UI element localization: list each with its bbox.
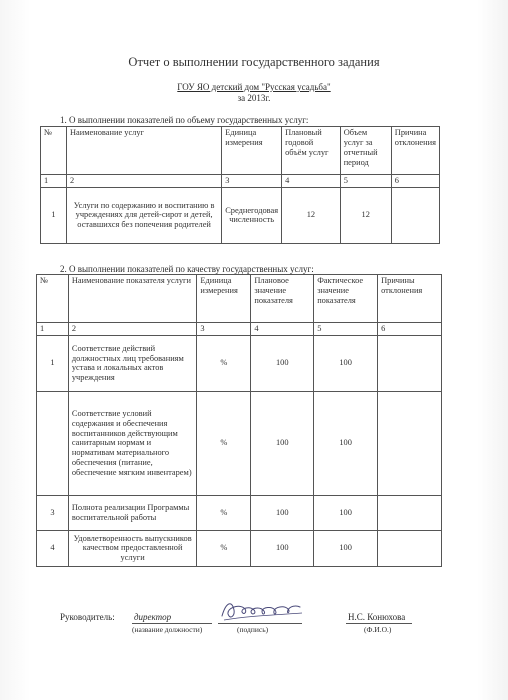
table-row	[37, 391, 442, 495]
quality-row2-unit: %	[197, 391, 251, 495]
quality-row2-name: Соответствие условий содержания и обеспечения воспитанников действующим санитарным нормам и нормативам материального обеспечения (питание, обеспечение мягким инвентарем)	[68, 391, 197, 495]
quality-row2-reason	[378, 391, 442, 495]
quality-row4-fact: 100	[314, 530, 378, 566]
quality-row4-unit: %	[197, 530, 251, 566]
table-row	[37, 335, 442, 391]
quality-row1-name: Соответствие действий должностных лиц требованиям устава и локальных актов учреждения	[68, 335, 197, 391]
quality-row1-num: 1	[37, 335, 69, 391]
quality-row1-fact: 100	[314, 335, 378, 391]
quality-row1-reason	[378, 335, 442, 391]
volume-table-header	[41, 127, 440, 175]
section2-heading: 2. О выполнении показателей по качеству государственных услуг:	[60, 264, 314, 274]
quality-row2-plan: 100	[251, 391, 314, 495]
quality-table-numbering	[37, 323, 442, 336]
volume-header-name: Наименование услуг	[66, 127, 221, 175]
report-year: за 2013г.	[237, 93, 271, 103]
quality-row3-name: Полнота реализации Программы воспитательной работы	[68, 495, 197, 530]
quality-colnum-5: 5	[314, 323, 378, 336]
volume-row-plan: 12	[282, 187, 341, 243]
quality-header-num: №	[37, 275, 69, 323]
quality-row3-unit: %	[197, 495, 251, 530]
quality-table-header	[37, 275, 442, 323]
quality-row3-num: 3	[37, 495, 69, 530]
signature-underline	[218, 623, 302, 624]
quality-header-name: Наименование показателя услуги	[68, 275, 197, 323]
document-title: Отчет о выполнении государственного задания	[128, 55, 380, 69]
section1-heading: 1. О выполнении показателей по объему государственных услуг:	[60, 115, 309, 125]
quality-colnum-3: 3	[197, 323, 251, 336]
quality-row3-plan: 100	[251, 495, 314, 530]
volume-header-fact: Объем услуг за отчетный период	[340, 127, 391, 175]
quality-header-plan: Плановое значение показателя	[251, 275, 314, 323]
quality-row2-num	[37, 391, 69, 495]
volume-colnum-6: 6	[391, 175, 439, 188]
volume-colnum-1: 1	[41, 175, 67, 188]
name-caption: (Ф.И.О.)	[364, 625, 392, 634]
quality-colnum-6: 6	[378, 323, 442, 336]
volume-row-name: Услуги по содержанию и воспитанию в учреждениях для детей-сирот и детей, оставшихся без попечения родителей	[66, 187, 221, 243]
quality-colnum-4: 4	[251, 323, 314, 336]
quality-row4-num: 4	[37, 530, 69, 566]
volume-colnum-3: 3	[222, 175, 282, 188]
volume-row-reason	[391, 187, 439, 243]
volume-header-reason: Причина отклонения	[391, 127, 439, 175]
quality-table	[36, 274, 442, 567]
volume-header-num: №	[41, 127, 67, 175]
volume-colnum-4: 4	[282, 175, 341, 188]
quality-row4-reason	[378, 530, 442, 566]
table-row	[37, 530, 442, 566]
quality-row2-fact: 100	[314, 391, 378, 495]
director-role-label: Руководитель:	[60, 612, 115, 622]
volume-table	[40, 126, 440, 244]
volume-row-num: 1	[41, 187, 67, 243]
quality-header-fact: Фактическое значение показателя	[314, 275, 378, 323]
organization-name-text: ГОУ ЯО детский дом "Русская усадьба"	[177, 82, 331, 92]
quality-row1-unit: %	[197, 335, 251, 391]
volume-header-plan: Плановый годовой объём услуг	[282, 127, 341, 175]
quality-colnum-1: 1	[37, 323, 69, 336]
quality-row4-plan: 100	[251, 530, 314, 566]
quality-row1-plan: 100	[251, 335, 314, 391]
name-underline	[346, 623, 412, 624]
volume-table-numbering	[41, 175, 440, 188]
quality-header-reason: Причины отклонения	[378, 275, 442, 323]
quality-colnum-2: 2	[68, 323, 197, 336]
quality-row3-fact: 100	[314, 495, 378, 530]
volume-row-unit: Среднегодовая численность	[222, 187, 282, 243]
organization-name	[0, 82, 508, 92]
volume-colnum-5: 5	[340, 175, 391, 188]
position-underline	[132, 623, 212, 624]
quality-row3-reason	[378, 495, 442, 530]
signature-image	[218, 596, 304, 626]
volume-header-unit: Единица измерения	[222, 127, 282, 175]
director-name: Н.С. Конюхова	[348, 612, 406, 622]
position-caption: (название должности)	[132, 625, 203, 634]
volume-row-fact: 12	[340, 187, 391, 243]
quality-row4-name: Удовлетворенность выпускников качеством предоставленной услуги	[68, 530, 197, 566]
table-row	[41, 187, 440, 243]
signature-caption: (подпись)	[237, 625, 269, 634]
table-row	[37, 495, 442, 530]
volume-colnum-2: 2	[66, 175, 221, 188]
director-position: директор	[134, 612, 172, 622]
quality-header-unit: Единица измерения	[197, 275, 251, 323]
